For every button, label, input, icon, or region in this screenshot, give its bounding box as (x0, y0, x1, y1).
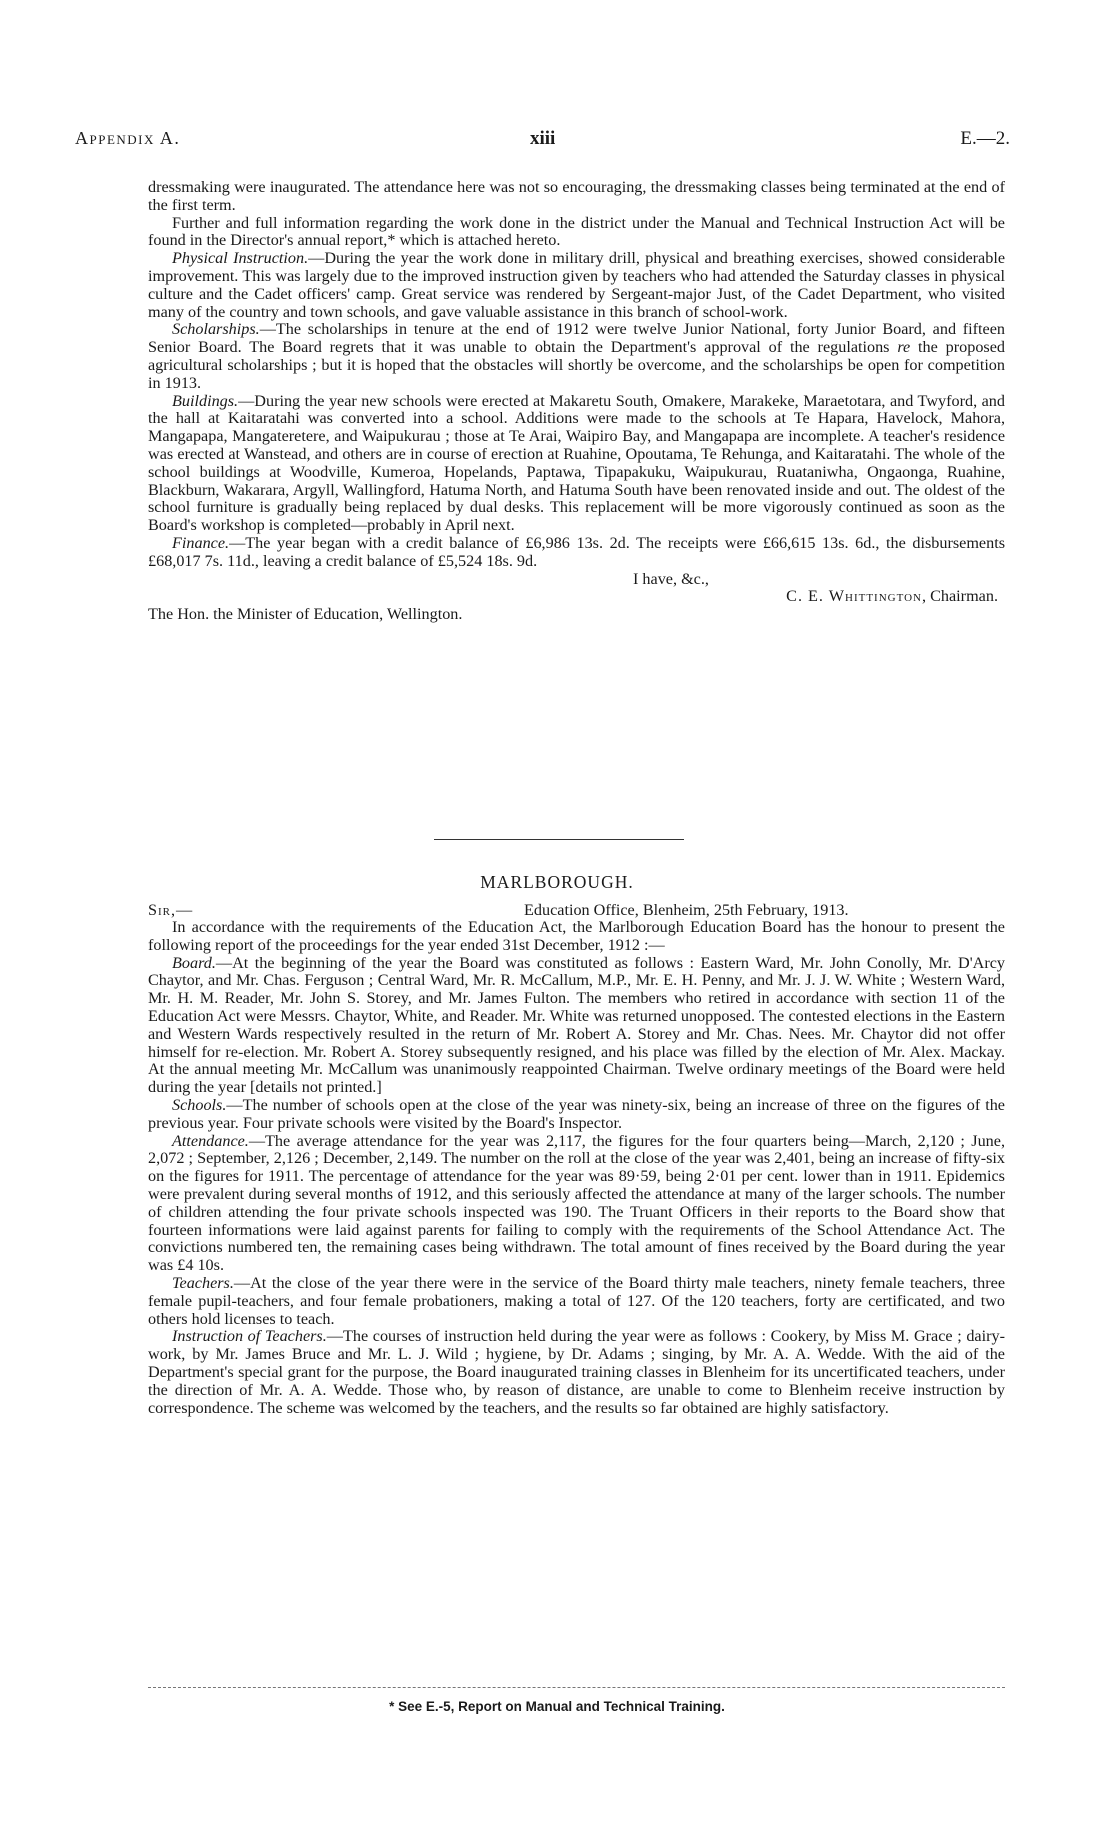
text-scholarships-a: —The scholarships in tenure at the end of 1912 were twelve Junior National, forty Junior Board, and fifteen Senior Board. The Board regrets that it was unable to obtain the Department's approval of the regulations (148, 320, 1005, 357)
header-report-code: E.—2. (960, 128, 1010, 149)
footnote-divider (148, 1687, 1005, 1688)
letter-heading (148, 901, 1005, 919)
text-re: re (897, 338, 911, 357)
footnote: * See E.-5, Report on Manual and Technical Training. (389, 1699, 725, 1714)
paragraph-scholarships (148, 321, 1005, 392)
section-title-marlborough: MARLBOROUGH. (480, 872, 634, 892)
heading-physical-instruction: Physical Instruction. (172, 249, 309, 268)
signatory-name: C. E. Whittington (786, 587, 923, 606)
heading-teachers: Teachers. (172, 1273, 234, 1292)
paragraph-teachers (148, 1275, 1005, 1328)
heading-buildings: Buildings. (172, 391, 239, 410)
paragraph-board (148, 955, 1005, 1097)
text-scholarships-b: the proposed agricultural scholarships ; but it is hoped that the obstacles will shortly be overcome, and the scholarships be open for competition in 1913. (148, 338, 1005, 392)
signatory (148, 588, 1005, 606)
heading-instruction-of-teachers: Instruction of Teachers. (172, 1327, 327, 1346)
section-marlborough (148, 901, 1005, 1417)
salutation: Sir,— (148, 901, 194, 919)
paragraph-physical-instruction (148, 250, 1005, 321)
heading-board: Board. (172, 953, 216, 972)
dateline: Education Office, Blenheim, 25th February, 1913. (524, 901, 849, 919)
text-buildings: —During the year new schools were erected at Makaretu South, Omakere, Marakeke, Maraetotara, and Twyford, and the hall at Kaitaratahi was converted into a school. Additions were made to the schools at Te Hapara, Havelock, Mahora, Mangapapa, Mangateretere, and Waipukurau ; those at Te Arai, Waipiro Bay, and Mangapapa are incomplete. A teacher's residence was erected at Wanstead, and others are in course of erection at Ruahine, Opoutama, Te Rehunga, and Kaitaratahi. The whole of the school buildings at Woodville, Kumeroa, Hopelands, Paptawa, Tipapakuku, Waipukurau, Ruataniwha, Ongaonga, Ruahine, Blackburn, Wakarara, Argyll, Wallingford, Hatuma North, and Hatuma South have been renovated inside and out. The oldest of the school furniture is gradually being replaced by dual desks. This replacement will be more vigorously continued as soon as the Board's workshop is completed—probably in April next. (148, 391, 1005, 535)
text-finance: —The year began with a credit balance of £6,986 13s. 2d. The receipts were £66,615 13s. 6d., the disbursements £68,017 7s. 11d., leaving a credit balance of £5,524 18s. 9d. (148, 533, 1005, 570)
text-instruction-of-teachers: —The courses of instruction held during the year were as follows : Cookery, by Miss M. Grace ; dairy-work, by Mr. James Bruce and Mr. L. J. Wild ; hygiene, by Dr. Adams ; singing, by Mr. A. A. Wedde. With the aid of the Department's special grant for the purpose, the Board inaugurated training classes in Blenheim for its uncertificated teachers, under the direction of Mr. A. A. Wedde. Those who, by reason of distance, are unable to come to Blenheim receive instruction by correspondence. The scheme was welcomed by the teachers, and the results so far obtained are highly satisfactory. (148, 1327, 1005, 1417)
heading-attendance: Attendance. (172, 1131, 249, 1150)
heading-scholarships: Scholarships. (172, 320, 260, 339)
text-attendance: —The average attendance for the year was 2,117, the figures for the four quarters being—March, 2,120 ; June, 2,072 ; September, 2,126 ; December, 2,149. The number on the roll at the close of the year was 2,401, being an increase of fifty-six on the figures for 1911. The percentage of attendance for the year was 89·59, being 2·01 per cent. lower than in 1911. Epidemics were prevalent during several months of 1912, and this seriously affected the attendance at many of the larger schools. The number of children attending the four private schools inspected was 190. The Truant Officers in their reports to the Board show that fourteen informations were laid against parents for failing to comply with the requirements of the School Attendance Act. The convictions numbered ten, the remaining cases being withdrawn. The total amount of fines received by the Board during the year was £4 10s. (148, 1131, 1005, 1275)
heading-schools: Schools. (172, 1095, 227, 1114)
paragraph-further-information: Further and full information regarding the work done in the district under the Manual and Technical Instruction Act will be found in the Director's annual report,* which is attached hereto. (148, 213, 1005, 250)
addressee: The Hon. the Minister of Education, Wellington. (148, 605, 463, 624)
heading-finance: Finance. (172, 533, 230, 552)
text-board: —At the beginning of the year the Board was constituted as follows : Eastern Ward, Mr. John Conolly, Mr. D'Arcy Chaytor, and Mr. Chas. Ferguson ; Central Ward, Mr. R. McCallum, M.P., Mr. E. H. Penny, and Mr. J. J. W. White ; Western Ward, Mr. H. M. Reader, Mr. John S. Storey, and Mr. James Fulton. The members who retired in accordance with section 11 of the Education Act were Messrs. Chaytor, White, and Reader. Mr. White was returned unopposed. The contested elections in the Eastern and Western Wards respectively resulted in the return of Mr. Robert A. Storey and Mr. Chas. Nees. Mr. Chaytor did not offer himself for re-election. Mr. Robert A. Storey subsequently resigned, and his place was filled by the election of Mr. Alex. Mackay. At the annual meeting Mr. McCallum was unanimously reappointed Chairman. Twelve ordinary meetings of the Board were held during the year [details not printed.] (148, 953, 1005, 1097)
text-physical-instruction: —During the year the work done in military drill, physical and breathing exercises, showed considerable improvement. This was largely due to the improved instruction given by teachers who had attended the Saturday classes in physical culture and the Cadet officers' camp. Great service was rendered by Sergeant-major Just, of the Cadet Department, who visited many of the country and town schools, and gave valuable assistance in this branch of school-work. (148, 249, 1006, 321)
paragraph-schools (148, 1097, 1005, 1133)
signatory-role: , Chairman. (922, 587, 998, 606)
paragraph-attendance (148, 1133, 1005, 1275)
paragraph-introduction: In accordance with the requirements of the Education Act, the Marlborough Education Board has the honour to present the following report of the proceedings for the year ended 31st December, 1912 :— (148, 918, 1005, 954)
section-hawkes-bay-continued (148, 179, 1005, 624)
page-header (75, 128, 1010, 154)
signature-block (148, 571, 1005, 624)
paragraph-instruction-of-teachers (148, 1328, 1005, 1417)
paragraph-finance (148, 535, 1005, 571)
header-appendix-label: Appendix A. (75, 128, 181, 148)
header-page-number: xiii (530, 128, 556, 149)
text-schools: —The number of schools open at the close of the year was ninety-six, being an increase of three on the figures of the previous year. Four private schools were visited by the Board's Inspector. (148, 1095, 1005, 1132)
section-divider (434, 839, 684, 840)
paragraph-dressmaking: dressmaking were inaugurated. The attendance here was not so encouraging, the dressmaking classes being terminated at the end of the first term. (148, 178, 1005, 214)
text-teachers: —At the close of the year there were in the service of the Board thirty male teachers, ninety female teachers, three female pupil-teachers, and four female probationers, making a total of 127. Of the 120 teachers, forty are certificated, and two others hold licenses to teach. (148, 1273, 1005, 1328)
paragraph-buildings (148, 393, 1005, 535)
closing-phrase: I have, &c., (633, 569, 709, 588)
